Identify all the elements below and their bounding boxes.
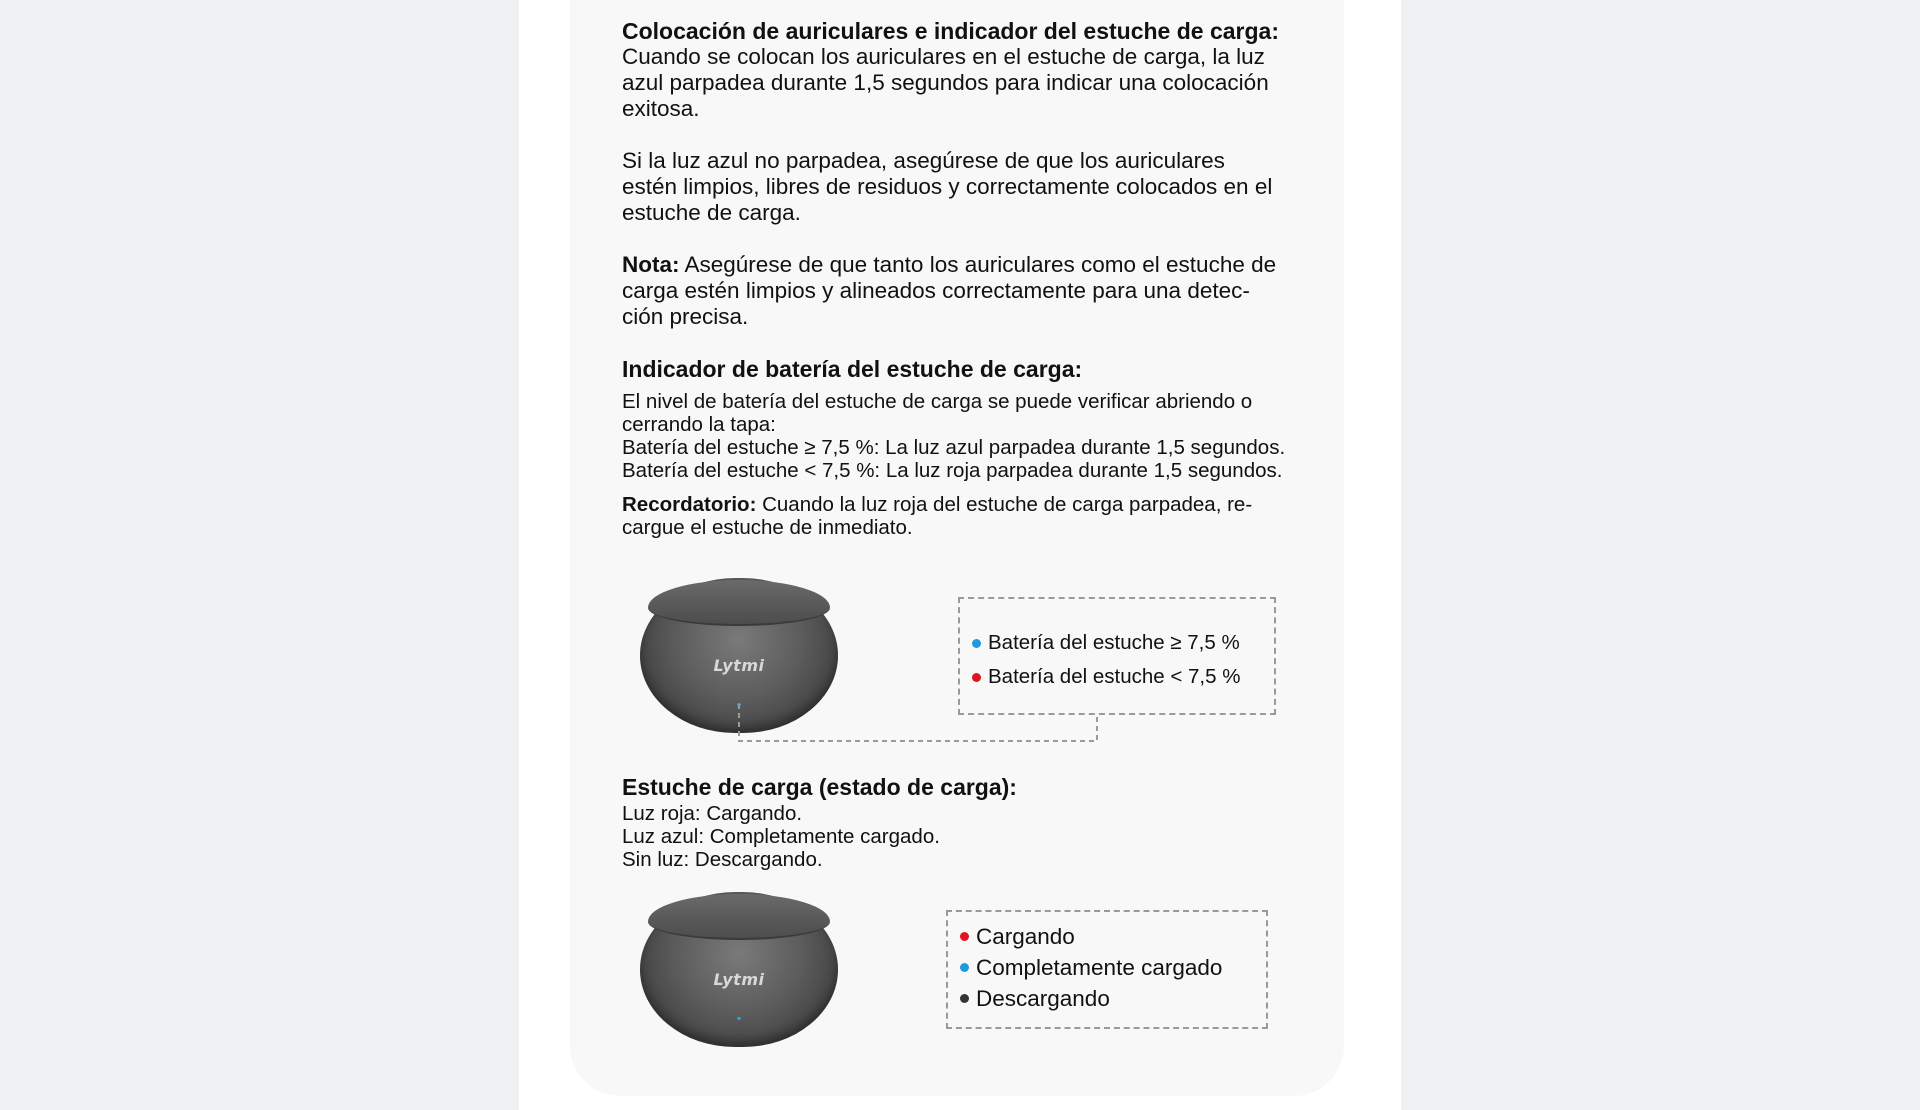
reminder-text: Cuando la luz roja del estuche de carga parpadea, re- [756,493,1253,516]
placement-line: estuche de carga. [622,200,801,225]
note-line: ción precisa. [622,304,749,329]
blue-dot-icon [960,963,969,972]
charging-case-image [640,892,838,1047]
placement-line: estén limpios, libres de residuos y correctamente colocados en el [622,174,1273,199]
case-logo: Lytmi [713,970,765,989]
charging-line: Luz azul: Completamente cargado. [622,825,940,848]
battery-line: cerrando la tapa: [622,413,776,436]
legend-text: Descargando [976,986,1110,1011]
battery-heading: Indicador de batería del estuche de carga: [622,356,1083,382]
legend-item-low [972,660,1274,694]
placement-line: Si la luz azul no parpadea, asegúrese de que los auriculares [622,148,1225,173]
blue-dot-icon [972,639,981,648]
charging-status-section [622,774,1322,871]
battery-legend-box [958,597,1276,715]
case-logo: Lytmi [713,656,765,675]
red-dot-icon [972,673,981,682]
legend-item-high [972,626,1274,660]
instruction-card [570,0,1344,1096]
charging-heading: Estuche de carga (estado de carga): [622,774,1017,800]
battery-line: Batería del estuche < 7,5 %: La luz roja parpadea durante 1,5 segundos. [622,459,1283,482]
charging-line: Sin luz: Descargando. [622,848,823,871]
note-line: carga estén limpios y alineados correctamente para una detec- [622,278,1250,303]
charging-line: Luz roja: Cargando. [622,802,803,825]
legend-text: Completamente cargado [976,955,1223,980]
battery-line: El nivel de batería del estuche de carga se puede verificar abriendo o [622,390,1253,413]
red-dot-icon [960,932,969,941]
legend-item-full [960,952,1266,983]
placement-line: exitosa. [622,96,700,121]
page [519,0,1401,1110]
legend-text: Batería del estuche ≥ 7,5 % [988,631,1240,654]
note-label: Nota: [622,252,680,277]
note-text: Asegúrese de que tanto los auriculares como el estuche de [679,252,1277,277]
legend-item-charging [960,921,1266,952]
reminder-line: cargue el estuche de inmediato. [622,516,913,539]
legend-item-discharging [960,983,1266,1014]
reminder-label: Recordatorio: [622,493,757,516]
legend-text: Cargando [976,924,1075,949]
legend-text: Batería del estuche < 7,5 % [988,665,1241,688]
charging-legend-box [946,910,1268,1029]
battery-line: Batería del estuche ≥ 7,5 %: La luz azul parpadea durante 1,5 segundos. [622,436,1286,459]
placement-line: Cuando se colocan los auriculares en el estuche de carga, la luz [622,44,1265,69]
placement-heading: Colocación de auriculares e indicador del estuche de carga: [622,18,1279,44]
black-dot-icon [960,994,969,1003]
case-led-indicator [737,1017,741,1020]
placement-line: azul parpadea durante 1,5 segundos para indicar una colocación [622,70,1269,95]
case-lid [648,894,830,940]
